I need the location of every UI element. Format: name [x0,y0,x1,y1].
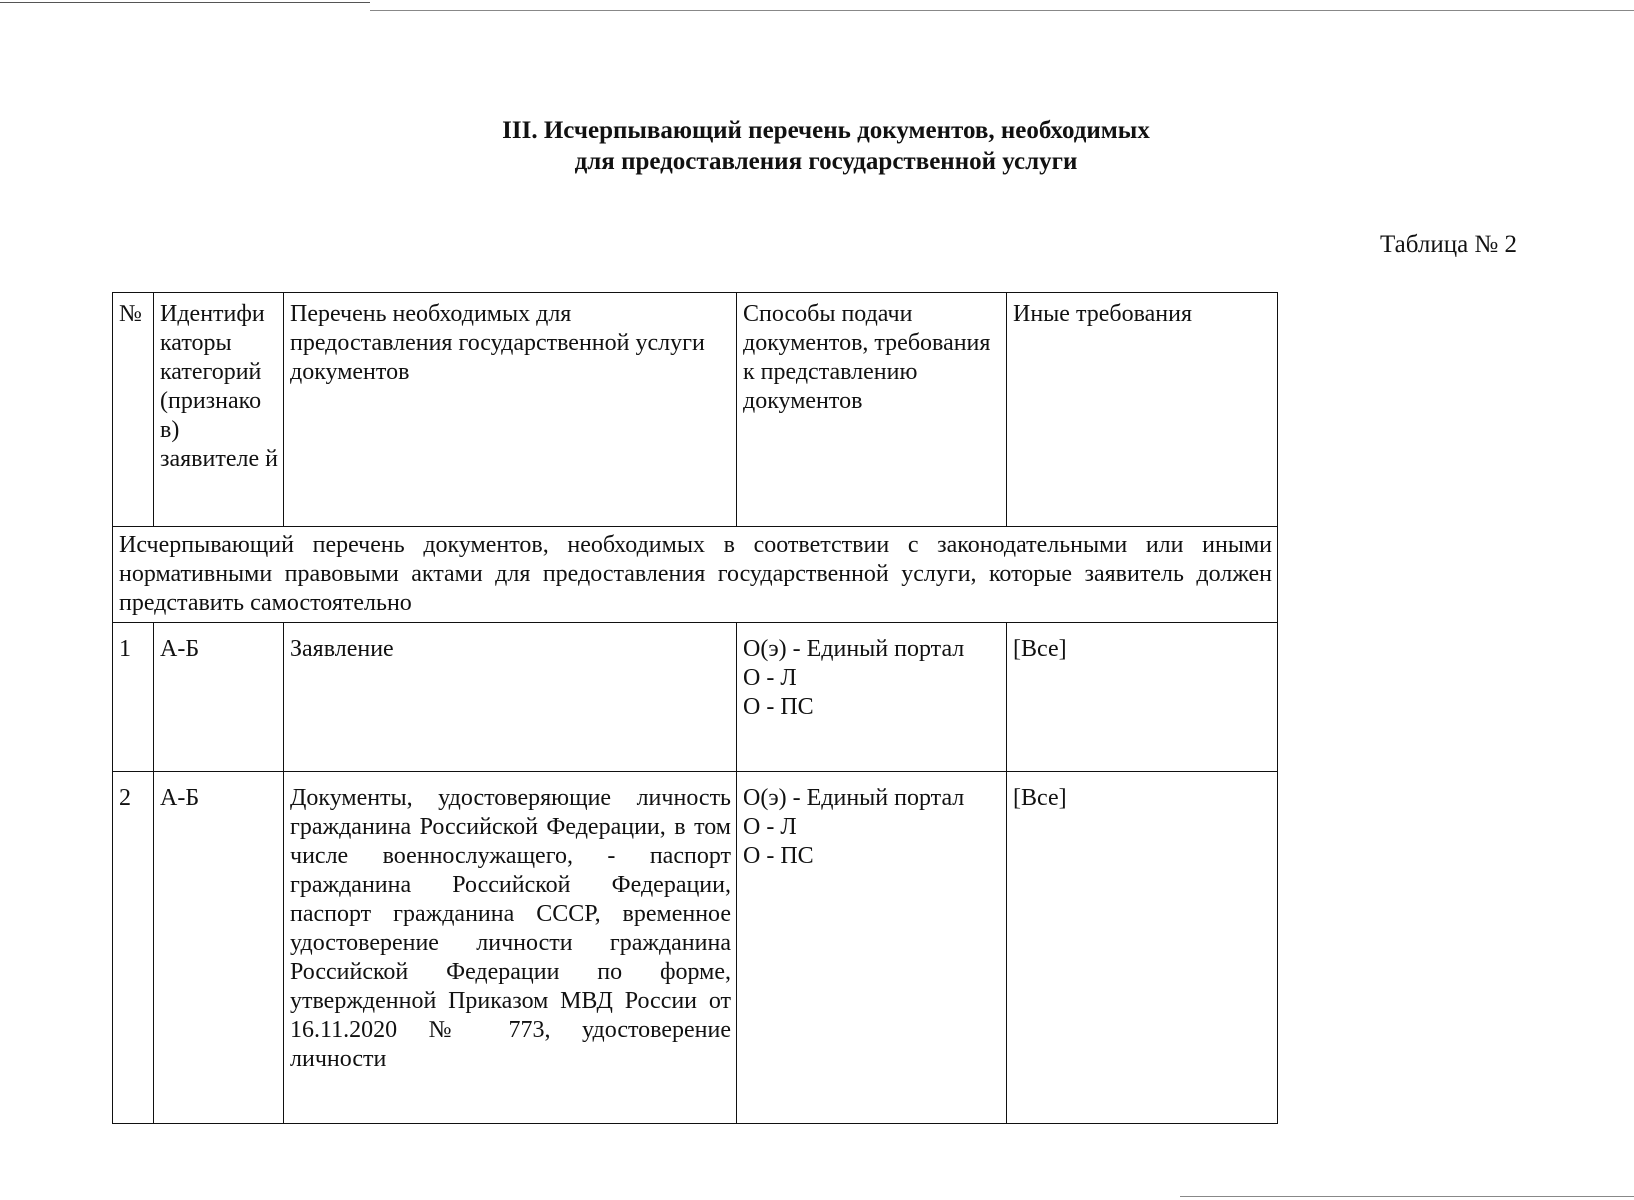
documents-table [112,292,1278,1124]
row-document: Документы, удостоверяющие личность гражданина Российской Федерации, в том числе военнослужащего, - паспорт гражданина Российской Федерации, паспорт гражданина СССР, временное удостоверение личности гражданина Российской Федерации по форме, утвержденной Приказом МВД России от 16.11.2020 № 773, удостоверение личности [284,772,737,1124]
table-row [113,772,1278,1124]
section-title: Исчерпывающий перечень документов, необходимых в соответствии с законодательными или иными нормативными правовыми актами для предоставления государственной услуги, которые заявитель должен представить самостоятельно [113,527,1278,623]
table-number-label: Таблица № 2 [1380,231,1518,258]
method-personal: О - Л [743,665,797,691]
row-category: А-Б [154,623,284,772]
row-number: 1 [113,623,154,772]
heading-line-2: для предоставления государственной услуги [574,148,1078,175]
method-post: О - ПС [743,694,814,720]
scan-edge-top [0,2,370,3]
header-category-identifiers: Идентифи каторы категорий (признако в) заявителе й [154,293,284,527]
scan-edge-bottom [1180,1196,1634,1197]
header-document-list: Перечень необходимых для предоставления государственной услуги документов [284,293,737,527]
header-other-requirements: Иные требования [1007,293,1278,527]
row-other-requirements: [Все] [1007,623,1278,772]
row-category: А-Б [154,772,284,1124]
table-row [113,623,1278,772]
method-portal: О(э) - Единый портал [743,785,965,811]
header-submission-methods: Способы подачи документов, требования к представлению документов [737,293,1007,527]
section-heading [0,115,1634,177]
header-number: № [113,293,154,527]
table-header-row [113,293,1278,527]
row-methods [737,772,1007,1124]
scan-edge-top-right [370,10,1634,11]
method-post: О - ПС [743,843,814,869]
row-methods [737,623,1007,772]
row-document: Заявление [284,623,737,772]
method-personal: О - Л [743,814,797,840]
heading-line-1: III. Исчерпывающий перечень документов, необходимых [502,117,1150,144]
row-number: 2 [113,772,154,1124]
method-portal: О(э) - Единый портал [743,636,965,662]
row-other-requirements: [Все] [1007,772,1278,1124]
section-title-row [113,527,1278,623]
